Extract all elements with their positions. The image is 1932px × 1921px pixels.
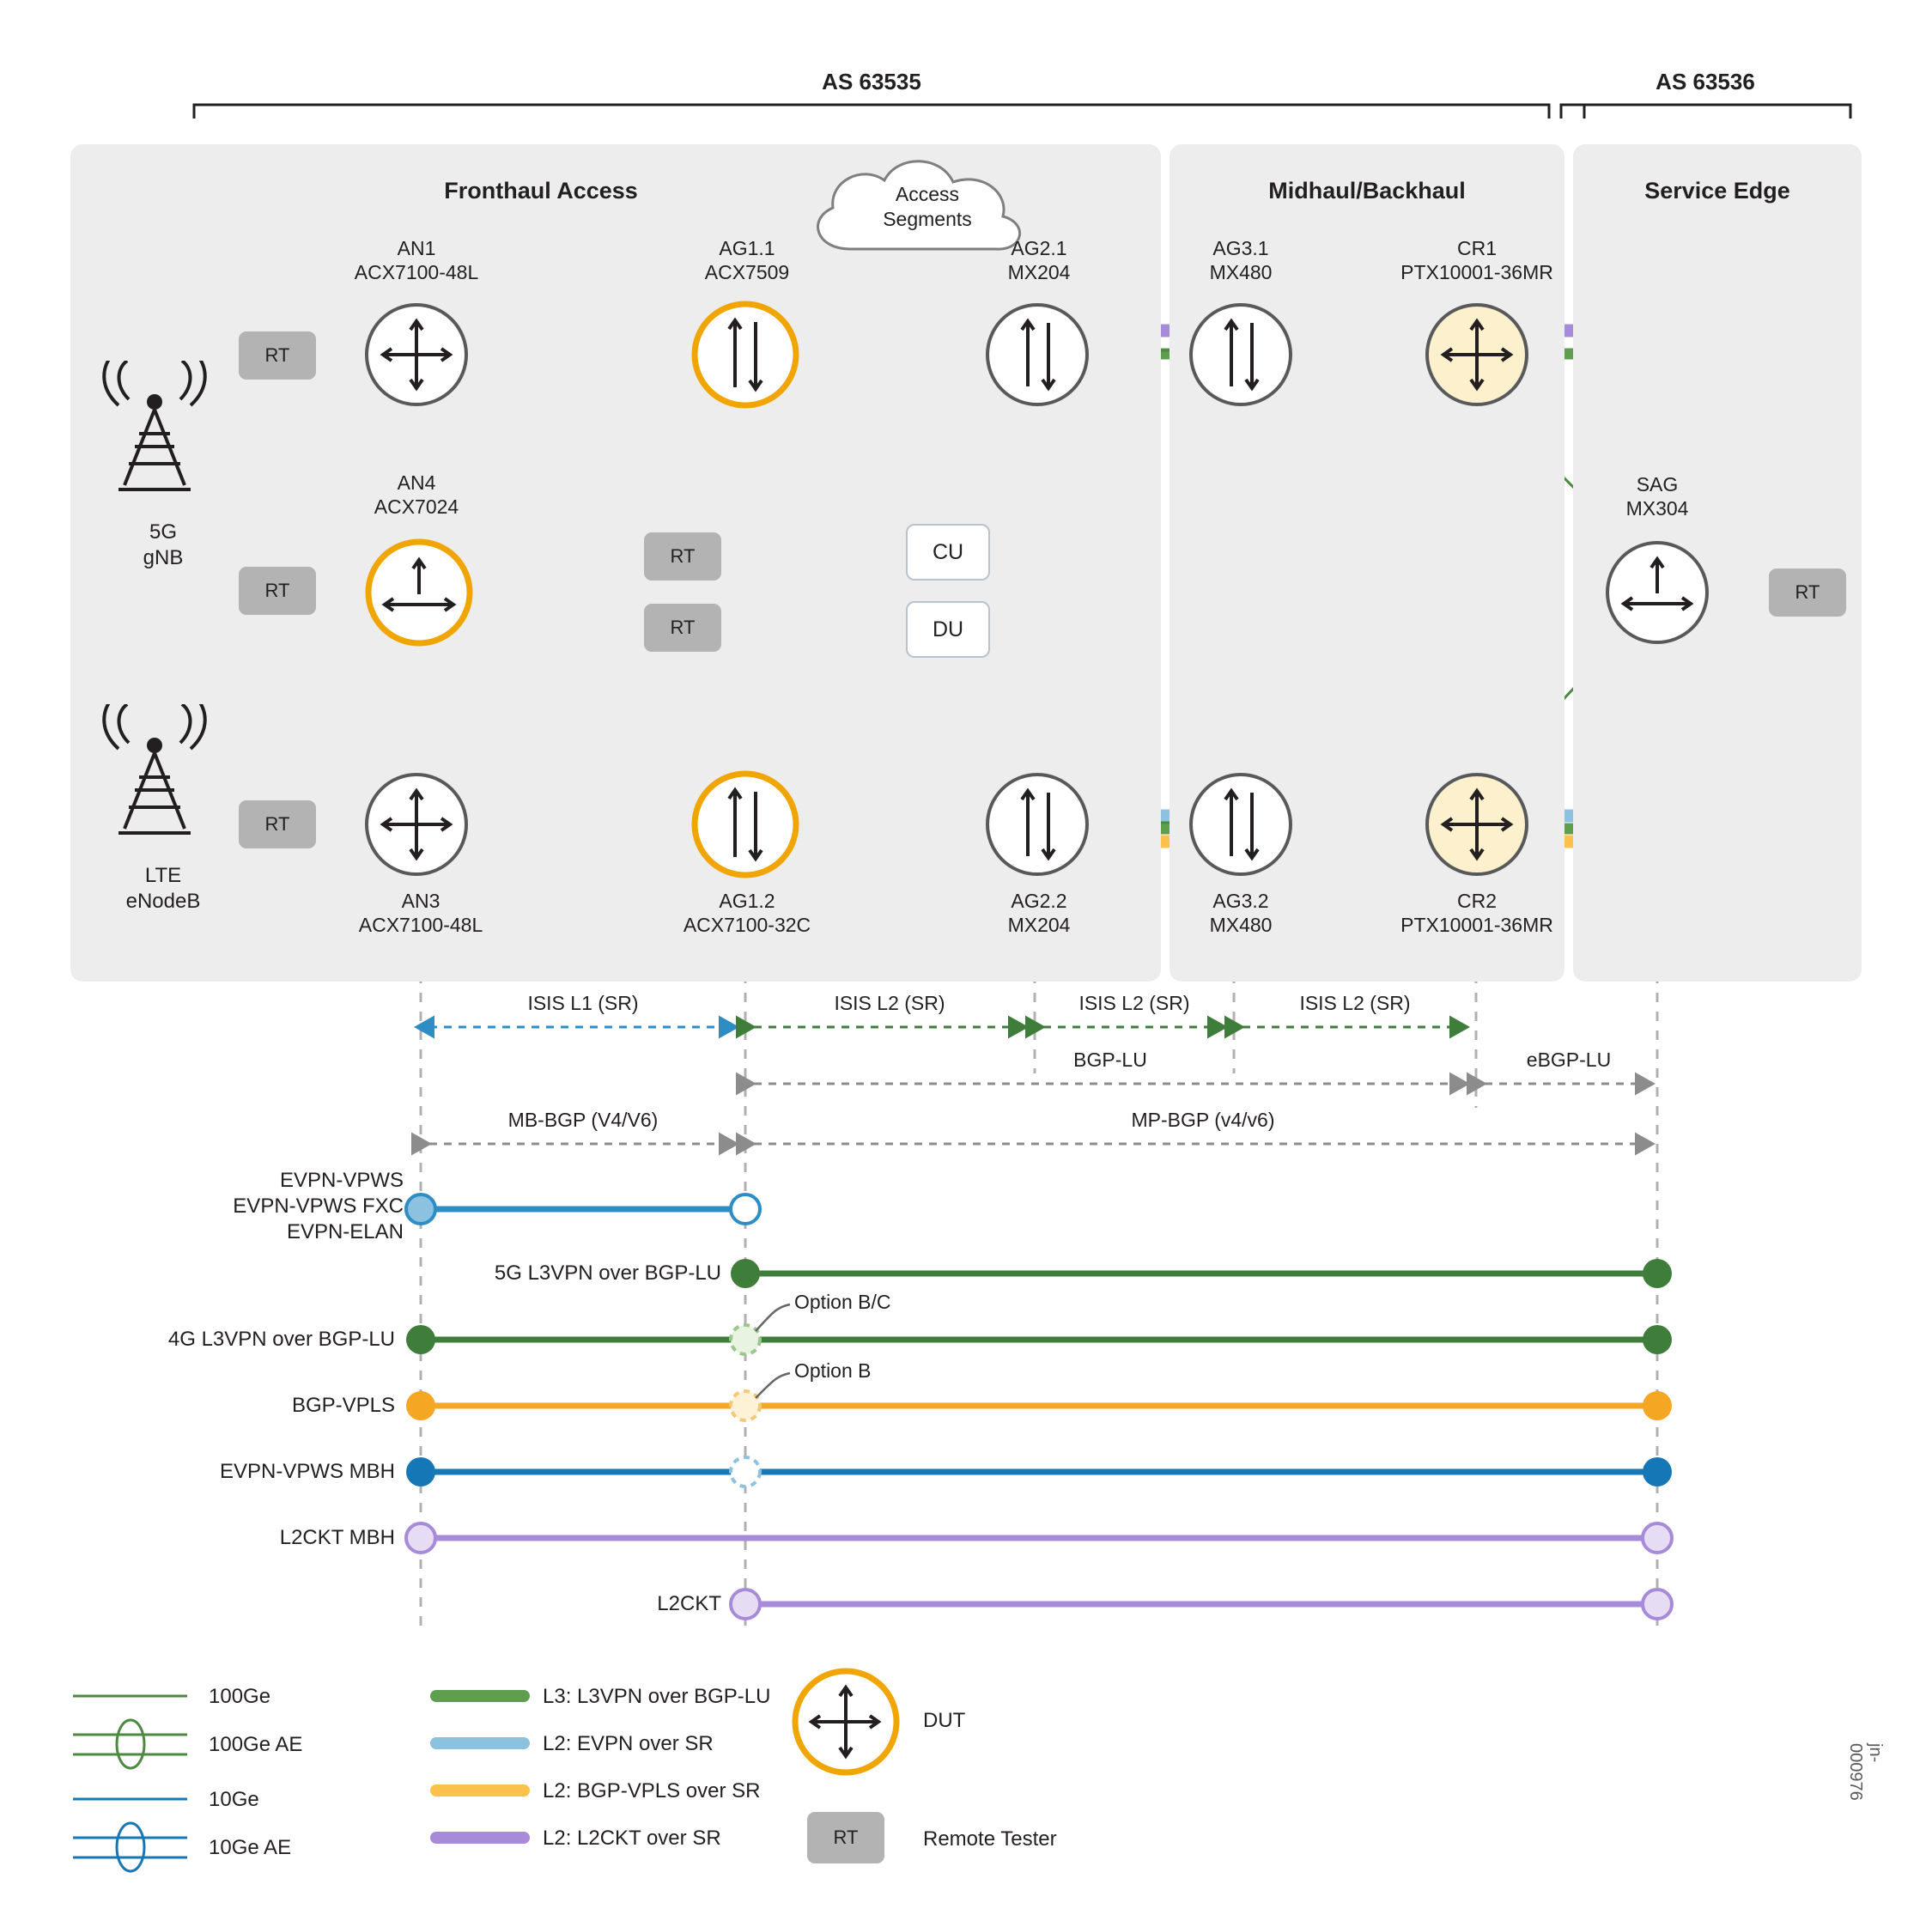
sag-model: MX304 [1625, 497, 1689, 520]
gnb-label [77, 520, 249, 571]
dim-label-isis-l2-b: ISIS L2 (SR) [1078, 992, 1190, 1014]
tester-rt-mid2[interactable]: RT [644, 604, 721, 652]
legend-links [73, 1696, 524, 1871]
evpn-vpws-fxc-label: EVPN-VPWS FXC [233, 1195, 404, 1218]
service-label-5g-l3vpn: 5G L3VPN over BGP-LU [494, 1261, 721, 1285]
legend-rt-label: Remote Tester [923, 1827, 1057, 1851]
option-label-bc: Option B/C [794, 1291, 891, 1313]
dim-label-isis-l2-c: ISIS L2 (SR) [1299, 992, 1411, 1014]
enodeb-tower-icon [86, 704, 240, 859]
option-label-b: Option B [794, 1359, 872, 1382]
ag12-name: AG1.2 [719, 890, 775, 912]
service-label-l2ckt-mbh: L2CKT MBH [279, 1526, 395, 1549]
cloud-label-line1: Access [895, 183, 960, 205]
as-bracket-63536 [1561, 105, 1850, 119]
legend-link-100ge: 100Ge [209, 1685, 271, 1708]
node-label-ag11 [648, 236, 846, 284]
service-line-evpn-vpws-mbh [406, 1457, 1672, 1486]
endpoint-cu[interactable]: CU [906, 524, 990, 581]
an1-name: AN1 [397, 237, 436, 259]
node-label-ag22 [940, 889, 1138, 937]
node-label-an1 [318, 236, 515, 284]
legend-service-l2ckt-sr: L2: L2CKT over SR [543, 1827, 721, 1850]
dim-label-isis-l2-a: ISIS L2 (SR) [834, 992, 945, 1014]
node-an1[interactable] [361, 299, 472, 410]
dim-label-bgp-lu: BGP-LU [1073, 1049, 1147, 1071]
cloud-label-line2: Segments [883, 207, 972, 230]
tester-rt-an1[interactable]: RT [239, 331, 316, 380]
an3-model: ACX7100-48L [358, 914, 483, 937]
cr2-model: PTX10001-36MR [1400, 914, 1553, 937]
tester-rt-an4[interactable]: RT [239, 567, 316, 615]
legend-rt-badge: RT [807, 1812, 884, 1863]
legend-dut-label: DUT [923, 1709, 966, 1732]
node-an3[interactable] [361, 769, 472, 880]
as-label-63535: AS 63535 [822, 69, 921, 94]
legend-dut-icon [786, 1662, 906, 1782]
node-an4[interactable] [361, 534, 477, 651]
tester-rt-sag[interactable]: RT [1769, 568, 1846, 617]
ag32-model: MX480 [1209, 914, 1273, 937]
option-leaders [756, 1304, 790, 1398]
node-cr1[interactable] [1421, 299, 1533, 410]
an1-model: ACX7100-48L [354, 261, 479, 284]
endpoint-du[interactable]: DU [906, 601, 990, 658]
watermark: jn-000976 [1846, 1743, 1885, 1801]
as-label-63536: AS 63536 [1656, 69, 1755, 94]
ag32-name: AG3.2 [1212, 890, 1269, 912]
ag31-name: AG3.1 [1212, 237, 1269, 259]
node-ag22[interactable] [981, 769, 1093, 880]
node-label-cr2 [1365, 889, 1589, 937]
node-ag12[interactable] [687, 766, 804, 883]
cr2-name: CR2 [1456, 890, 1497, 912]
panel-title-service-edge: Service Edge [1644, 178, 1790, 204]
legend-service-evpn-sr: L2: EVPN over SR [543, 1732, 714, 1755]
ag12-model: ACX7100-32C [683, 914, 811, 937]
node-ag31[interactable] [1185, 299, 1297, 410]
node-label-ag21 [940, 236, 1138, 284]
enodeb-label-line2: eNodeB [125, 890, 201, 913]
service-label-evpn-group [77, 1168, 404, 1245]
service-label-bgp-vpls: BGP-VPLS [291, 1394, 395, 1417]
ag11-name: AG1.1 [719, 237, 775, 259]
ag22-model: MX204 [1007, 914, 1071, 937]
legend-link-10ge: 10Ge [209, 1788, 259, 1811]
node-label-an3 [318, 889, 524, 937]
as-bracket-63535 [194, 105, 1549, 119]
service-label-evpn-vpws-mbh: EVPN-VPWS MBH [219, 1460, 395, 1483]
an4-name: AN4 [397, 471, 436, 494]
tester-rt-an3[interactable]: RT [239, 800, 316, 848]
evpn-elan-label: EVPN-ELAN [286, 1220, 404, 1243]
gnb-label-line2: gNB [143, 546, 184, 569]
legend-link-100ge-ae: 100Ge AE [209, 1733, 303, 1756]
node-ag11[interactable] [687, 296, 804, 413]
ag21-name: AG2.1 [1011, 237, 1067, 259]
node-label-an4 [318, 471, 515, 519]
dim-label-ebgp-lu: eBGP-LU [1526, 1049, 1612, 1071]
tester-rt-mid1[interactable]: RT [644, 532, 721, 581]
dim-label-mb-bgp: MB-BGP (V4/V6) [507, 1109, 659, 1131]
service-label-4g-l3vpn: 4G L3VPN over BGP-LU [167, 1328, 395, 1351]
node-sag[interactable] [1601, 537, 1713, 648]
enodeb-label [77, 863, 249, 915]
panel-title-fronthaul: Fronthaul Access [444, 178, 638, 204]
panel-title-midhaul: Midhaul/Backhaul [1268, 178, 1466, 204]
cloud-label [816, 182, 1039, 232]
ag22-name: AG2.2 [1011, 890, 1067, 912]
service-line-l2ckt-mbh [406, 1523, 1672, 1553]
node-label-ag31 [1142, 236, 1340, 284]
legend-service-vpls-sr: L2: BGP-VPLS over SR [543, 1779, 761, 1802]
node-ag32[interactable] [1185, 769, 1297, 880]
node-label-ag12 [644, 889, 850, 937]
evpn-vpws-label: EVPN-VPWS [279, 1169, 404, 1192]
node-label-cr1 [1365, 236, 1589, 284]
dim-label-isis-l1: ISIS L1 (SR) [527, 992, 639, 1014]
service-line-evpn [406, 1195, 760, 1224]
an3-name: AN3 [401, 890, 440, 912]
service-line-bgp-vpls [406, 1391, 1672, 1420]
node-cr2[interactable] [1421, 769, 1533, 880]
ag11-model: ACX7509 [704, 261, 790, 284]
legend-link-10ge-ae: 10Ge AE [209, 1836, 292, 1859]
gnb-tower-icon [86, 361, 240, 515]
dim-label-mp-bgp: MP-BGP (v4/v6) [1131, 1109, 1275, 1131]
node-ag21[interactable] [981, 299, 1093, 410]
service-line-4g-l3vpn [406, 1325, 1672, 1354]
an4-model: ACX7024 [374, 495, 459, 519]
cr1-name: CR1 [1456, 237, 1497, 259]
legend-service-l3vpn: L3: L3VPN over BGP-LU [543, 1685, 771, 1708]
service-line-l2ckt [731, 1590, 1672, 1619]
enodeb-label-line1: LTE [144, 864, 182, 887]
node-label-sag [1576, 472, 1739, 520]
gnb-label-line1: 5G [149, 520, 177, 544]
ag21-model: MX204 [1007, 261, 1071, 284]
service-label-l2ckt: L2CKT [657, 1592, 721, 1615]
service-line-5g-l3vpn [731, 1259, 1672, 1288]
ag31-model: MX480 [1209, 261, 1273, 284]
cr1-model: PTX10001-36MR [1400, 261, 1553, 284]
sag-name: SAG [1636, 473, 1679, 495]
node-label-ag32 [1142, 889, 1340, 937]
